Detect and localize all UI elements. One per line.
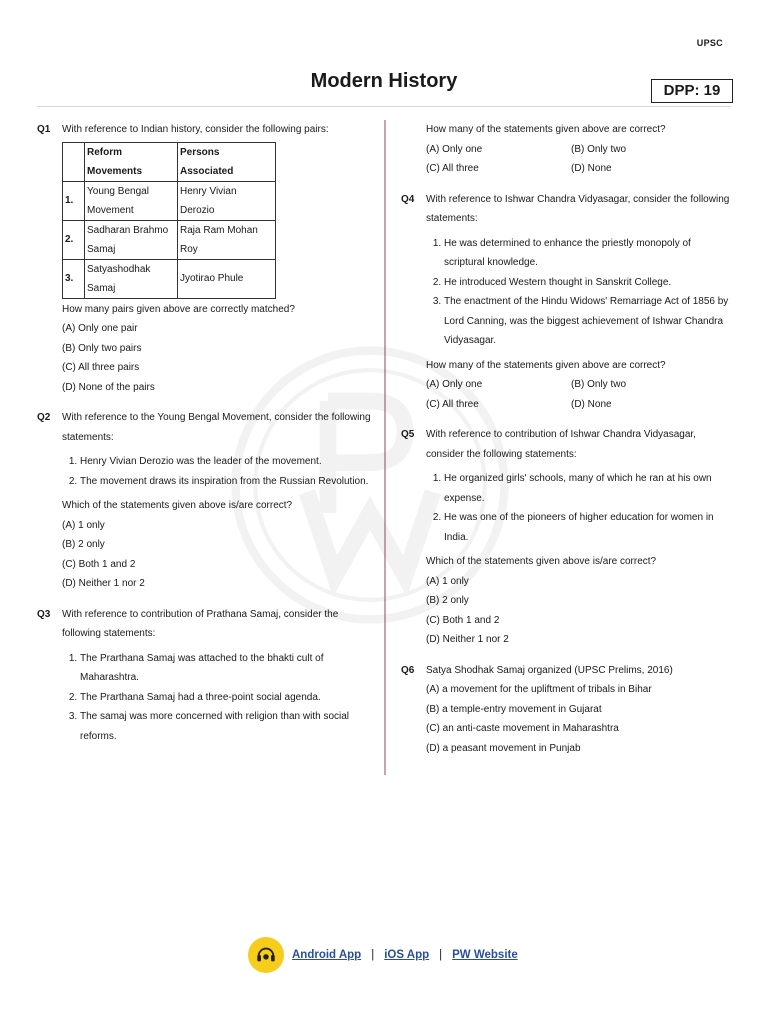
- question-6: [401, 661, 731, 759]
- customer-service-icon: [248, 937, 284, 973]
- row-number: 3.: [63, 259, 85, 298]
- question-number: Q1: [37, 124, 51, 135]
- option: (C) All three: [426, 398, 479, 410]
- table-row: [63, 181, 276, 220]
- statement: 3. The enactment of the Hindu Widows' Remarriage Act of 1856 by Lord Canning, was the biggest achievement of Ishwar Chandra Vidyasagar.: [444, 292, 731, 351]
- question-number: Q3: [37, 608, 51, 620]
- statement: 2. The Prarthana Samaj had a three-point social agenda.: [80, 688, 372, 708]
- option: (C) Both 1 and 2: [62, 558, 136, 570]
- question-prompt: Which of the statements given above is/are correct?: [426, 556, 657, 567]
- right-column: [401, 120, 731, 758]
- movement-cell: Satyashodhak Samaj: [85, 259, 178, 298]
- footer: [248, 937, 518, 973]
- option: (B) Only two: [571, 143, 627, 155]
- option: (D) None: [571, 163, 612, 174]
- question-text: With reference to contribution of Ishwar Chandra Vidyasagar, consider the following statements:: [426, 429, 696, 460]
- statement-list: [62, 452, 372, 491]
- person-cell: Henry Vivian Derozio: [178, 181, 276, 220]
- question-number: Q2: [37, 412, 51, 423]
- pw-website-link[interactable]: PW Website: [452, 949, 518, 961]
- ios-app-link[interactable]: iOS App: [384, 949, 430, 961]
- option: (C) All three: [426, 163, 479, 174]
- question-text: With reference to Ishwar Chandra Vidyasagar, consider the following statements:: [426, 193, 730, 224]
- statement-list: [62, 649, 372, 747]
- question-number: Q5: [401, 429, 415, 440]
- statement: 2. The movement draws its inspiration from the Russian Revolution.: [80, 472, 372, 492]
- person-cell: Raja Ram Mohan Roy: [178, 220, 276, 259]
- statement: 3. The samaj was more concerned with religion than with social reforms.: [80, 707, 372, 746]
- option: (B) 2 only: [426, 595, 469, 606]
- option: (A) Only one: [426, 143, 483, 155]
- option: (D) a peasant movement in Punjab: [426, 742, 581, 754]
- option: (A) a movement for the upliftment of tribals in Bihar: [426, 684, 652, 695]
- question-3: [37, 605, 372, 747]
- option: (C) Both 1 and 2: [426, 614, 500, 626]
- question-prompt: How many of the statements given above are correct?: [426, 124, 666, 135]
- question-prompt: How many pairs given above are correctly matched?: [62, 303, 295, 315]
- question-2: [37, 408, 372, 594]
- statement: 2. He introduced Western thought in Sanskrit College.: [444, 273, 731, 293]
- option: (C) an anti-caste movement in Maharashtra: [426, 723, 619, 734]
- person-cell: Jyotirao Phule: [178, 259, 276, 298]
- option: (C) All three pairs: [62, 362, 140, 373]
- table-header: Persons Associated: [178, 142, 276, 181]
- option: (A) Only one: [426, 379, 483, 390]
- dpp-badge: DPP: 19: [651, 79, 733, 103]
- question-3-continued: [401, 120, 731, 179]
- options-grid: [426, 375, 731, 414]
- option: (B) 2 only: [62, 539, 105, 550]
- left-column: [37, 120, 372, 751]
- option: (B) Only two pairs: [62, 342, 142, 354]
- android-app-link[interactable]: Android App: [292, 949, 362, 961]
- option: (A) Only one pair: [62, 323, 138, 334]
- table-header: Reform Movements: [85, 142, 178, 181]
- statement: 2. He was one of the pioneers of higher education for women in India.: [444, 508, 731, 547]
- question-text: Satya Shodhak Samaj organized (UPSC Prelims, 2016): [426, 664, 673, 676]
- statement: 1. Henry Vivian Derozio was the leader of the movement.: [80, 452, 372, 472]
- question-prompt: How many of the statements given above are correct?: [426, 359, 666, 371]
- statement: 1. He organized girls' schools, many of which he ran at his own expense.: [444, 469, 731, 508]
- pairs-table: [62, 142, 276, 299]
- row-number: 2.: [63, 220, 85, 259]
- exam-tag: UPSC: [696, 38, 723, 48]
- question-number: Q6: [401, 664, 415, 676]
- option: (B) a temple-entry movement in Gujarat: [426, 703, 602, 715]
- options-grid: [426, 140, 731, 179]
- question-5: [401, 425, 731, 650]
- statement: 1. He was determined to enhance the priestly monopoly of scriptural knowledge.: [444, 234, 731, 273]
- option: (D) Neither 1 nor 2: [426, 634, 509, 645]
- table-row: [63, 259, 276, 298]
- movement-cell: Sadharan Brahmo Samaj: [85, 220, 178, 259]
- option: (B) Only two: [571, 379, 627, 390]
- option: (D) None of the pairs: [62, 381, 155, 393]
- statement-list: [426, 234, 731, 351]
- footer-separator: |: [439, 949, 443, 961]
- table-header-row: [63, 142, 276, 181]
- table-row: [63, 220, 276, 259]
- footer-separator: |: [371, 949, 375, 961]
- option: (A) 1 only: [426, 575, 469, 587]
- page-title: Modern History: [310, 70, 458, 92]
- question-prompt: Which of the statements given above is/are correct?: [62, 500, 293, 511]
- statement: 1. The Prarthana Samaj was attached to the bhakti cult of Maharashtra.: [80, 649, 372, 688]
- question-text: With reference to the Young Bengal Movement, consider the following statements:: [62, 412, 371, 443]
- question-1: [37, 120, 372, 397]
- statement-list: [426, 469, 731, 547]
- option: (D) Neither 1 nor 2: [62, 578, 145, 589]
- option: (A) 1 only: [62, 519, 105, 531]
- question-text: With reference to Indian history, consider the following pairs:: [62, 124, 329, 135]
- option: (D) None: [571, 398, 612, 410]
- question-number: Q4: [401, 193, 415, 205]
- header-rule: [37, 106, 731, 107]
- movement-cell: Young Bengal Movement: [85, 181, 178, 220]
- row-number: 1.: [63, 181, 85, 220]
- question-text: With reference to contribution of Prathana Samaj, consider the following statements:: [62, 608, 339, 639]
- question-4: [401, 190, 731, 415]
- column-divider: [384, 120, 386, 775]
